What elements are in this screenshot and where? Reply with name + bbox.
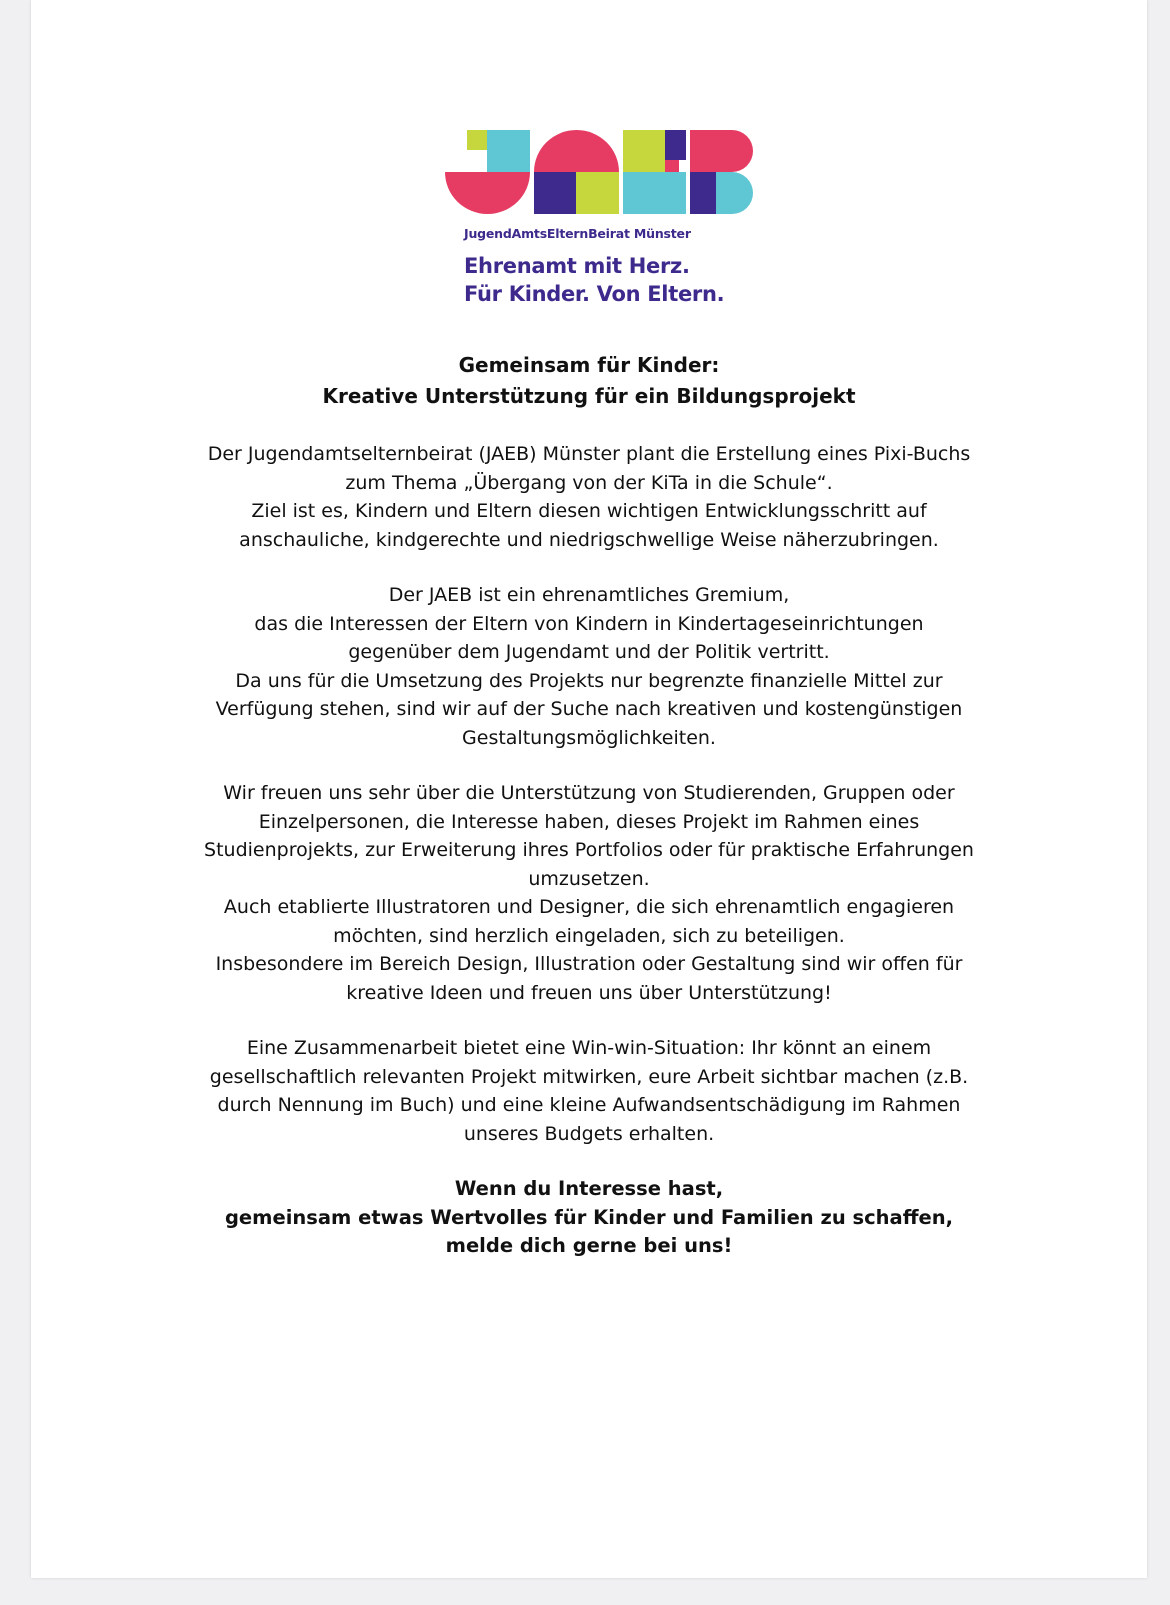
- text-line: umzusetzen.: [528, 867, 650, 890]
- logo-a-leg-left: [534, 172, 576, 214]
- text-line: Studienprojekts, zur Erweiterung ihres Portfolios oder für praktische Erfahrungen: [204, 839, 974, 861]
- closing-line: Wenn du Interesse hast,: [454, 1177, 724, 1200]
- logo-j-top-lime: [467, 130, 487, 150]
- text-line: Eine Zusammenarbeit bietet eine Win-win-Situation: Ihr könnt an einem: [246, 1037, 932, 1059]
- text-line: Der Jugendamtselternbeirat (JAEB) Münster plant die Erstellung eines Pixi-Buchs: [207, 443, 971, 465]
- text-line: Einzelpersonen, die Interesse haben, dieses Projekt im Rahmen eines: [258, 810, 920, 833]
- logo-b-upper-left: [690, 130, 710, 172]
- document-body: [31, 350, 1147, 1261]
- logo-subtitle: JugendAmtsElternBeirat Münster: [464, 226, 691, 241]
- closing-line: melde dich gerne bei uns!: [445, 1234, 733, 1257]
- text-line: möchten, sind herzlich eingeladen, sich zu beteiligen.: [333, 924, 845, 947]
- text-line: kreative Ideen und freuen uns über Unterstützung!: [346, 981, 832, 1004]
- logo-e-middle: [665, 160, 679, 172]
- closing-line: gemeinsam etwas Wertvolles für Kinder und Familien zu schaffen,: [224, 1205, 954, 1229]
- text-line: unseres Budgets erhalten.: [463, 1122, 715, 1145]
- document-page: [31, 0, 1147, 1578]
- paragraph-win-win: [31, 1034, 1147, 1148]
- jaeb-wordmark-graphic: [445, 130, 753, 214]
- jaeb-logo: [31, 130, 1147, 310]
- logo-j-top-cyan: [487, 130, 530, 172]
- text-line: durch Nennung im Buch) und eine kleine Aufwandsentschädigung im Rahmen: [217, 1094, 961, 1116]
- logo-b-upper-bowl: [710, 130, 753, 172]
- logo-j-bottom-bowl: [445, 172, 530, 214]
- document-title: [31, 350, 1147, 412]
- logo-b-lower-bowl: [716, 172, 753, 214]
- text-line: zum Thema „Übergang von der KiTa in die Schule“.: [345, 471, 833, 494]
- paragraph-about-jaeb: [31, 581, 1147, 752]
- closing-call-to-action: [31, 1175, 1147, 1261]
- logo-a-top-dome: [534, 130, 619, 172]
- text-line: das die Interessen der Eltern von Kindern in Kindertageseinrichtungen: [254, 612, 924, 635]
- text-line: Insbesondere im Bereich Design, Illustration oder Gestaltung sind wir offen für: [215, 953, 963, 975]
- text-line: Wir freuen uns sehr über die Unterstützung von Studierenden, Gruppen oder: [223, 782, 955, 804]
- text-line: gegenüber dem Jugendamt und der Politik vertritt.: [348, 641, 830, 663]
- logo-b-lower-left: [690, 172, 716, 214]
- paragraph-call-for-support: [31, 779, 1147, 1007]
- text-line: Verfügung stehen, sind wir auf der Suche nach kreativen und kostengünstigen: [215, 698, 963, 720]
- logo-a-leg-right: [576, 172, 619, 214]
- text-line: Ziel ist es, Kindern und Eltern diesen wichtigen Entwicklungsschritt auf: [251, 500, 927, 522]
- text-line: Gestaltungsmöglichkeiten.: [462, 726, 716, 749]
- text-line: gesellschaftlich relevanten Projekt mitwirken, eure Arbeit sichtbar machen (z.B.: [209, 1065, 969, 1088]
- logo-e-top-small: [665, 130, 686, 160]
- logo-e-top: [623, 130, 665, 172]
- text-line: Auch etablierte Illustratoren und Designer, die sich ehrenamtlich engagieren: [223, 896, 955, 918]
- text-line: anschauliche, kindgerechte und niedrigschwellige Weise näherzubringen.: [239, 528, 939, 551]
- logo-tagline-line1: Ehrenamt mit Herz.: [464, 254, 690, 278]
- title-line-1: Gemeinsam für Kinder:: [458, 353, 720, 377]
- text-line: Der JAEB ist ein ehrenamtliches Gremium,: [388, 584, 790, 606]
- paragraph-intro: [31, 440, 1147, 554]
- logo-e-bottom: [623, 172, 686, 214]
- title-line-2: Kreative Unterstützung für ein Bildungsprojekt: [322, 384, 856, 408]
- logo-tagline-line2: Für Kinder. Von Eltern.: [464, 282, 725, 306]
- text-line: Da uns für die Umsetzung des Projekts nur begrenzte finanzielle Mittel zur: [235, 669, 943, 692]
